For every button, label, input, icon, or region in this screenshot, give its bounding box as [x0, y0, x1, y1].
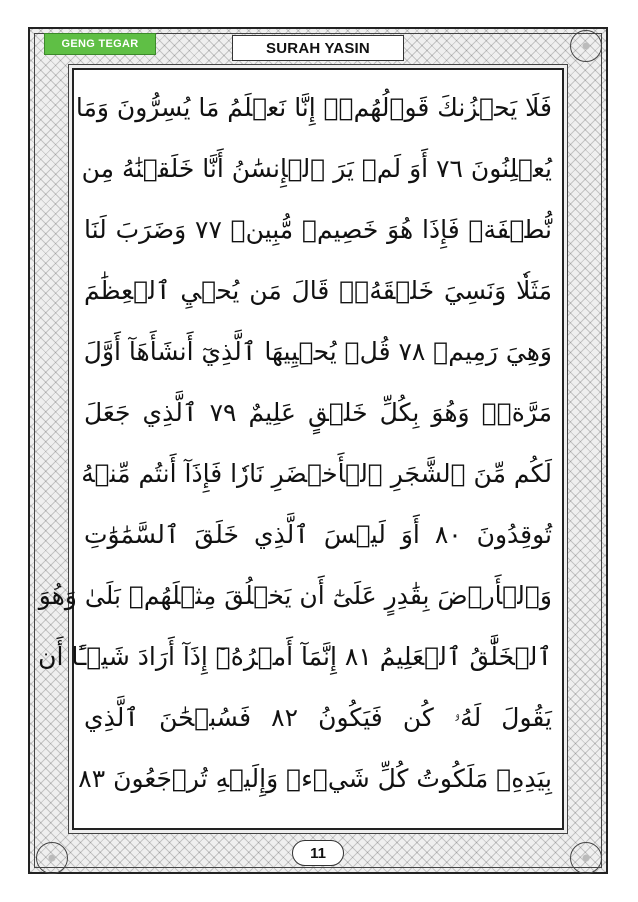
corner-ornament-bottom-right [570, 842, 602, 874]
verse-line: نُّطۡفَةٖ فَإِذَا هُوَ خَصِيمٞ مُّبِينٞ ٧٧ وَضَرَبَ لَنَا [84, 215, 552, 244]
corner-ornament-top-right [570, 30, 602, 62]
brand-tag: GENG TEGAR [44, 33, 156, 55]
verse-line: تُوقِدُونَ ٨٠ أَوَ لَيۡسَ ٱلَّذِي خَلَقَ ٱلسَّمَٰوَٰتِ [84, 520, 552, 549]
corner-ornament-bottom-left [36, 842, 68, 874]
verse-line: يُعۡلِنُونَ ٧٦ أَوَ لَمۡ يَرَ ٱلۡإِنسَٰنُ أَنَّا خَلَقۡنَٰهُ مِن [81, 154, 552, 183]
verse-line: مَثَلٗا وَنَسِيَ خَلۡقَهُۥۖ قَالَ مَن يُحۡيِ ٱلۡعِظَٰمَ [84, 276, 552, 305]
page-number: 11 [292, 840, 344, 866]
verse-line: وَٱلۡأَرۡضَ بِقَٰدِرٍ عَلَىٰٓ أَن يَخۡلُقَ مِثۡلَهُمۚ بَلَىٰ وَهُوَ [38, 581, 552, 610]
verse-line: مَرَّةٖۖ وَهُوَ بِكُلِّ خَلۡقٍ عَلِيمٌ ٧٩ ٱلَّذِي جَعَلَ [84, 398, 552, 427]
verse-lines [38, 78, 552, 818]
verse-line: فَلَا يَحۡزُنكَ قَوۡلُهُمۡۘ إِنَّا نَعۡلَمُ مَا يُسِرُّونَ وَمَا [75, 93, 552, 122]
verse-line: يَقُولَ لَهُۥ كُن فَيَكُونُ ٨٢ فَسُبۡحَٰنَ ٱلَّذِي [84, 703, 552, 732]
verse-line: ٱلۡخَلَّٰقُ ٱلۡعَلِيمُ ٨١ إِنَّمَآ أَمۡرُهُۥٓ إِذَآ أَرَادَ شَيۡـًٔا أَن [38, 642, 552, 671]
verse-line: بِيَدِهِۦ مَلَكُوتُ كُلِّ شَيۡءٖ وَإِلَيۡهِ تُرۡجَعُونَ ٨٣ [78, 764, 552, 793]
verse-line: وَهِيَ رَمِيمٞ ٧٨ قُلۡ يُحۡيِيهَا ٱلَّذِيٓ أَنشَأَهَآ أَوَّلَ [83, 337, 552, 366]
verse-line: لَكُم مِّنَ ٱلشَّجَرِ ٱلۡأَخۡضَرِ نَارٗا فَإِذَآ أَنتُم مِّنۡهُ [81, 459, 552, 488]
surah-title: SURAH YASIN [232, 35, 404, 61]
